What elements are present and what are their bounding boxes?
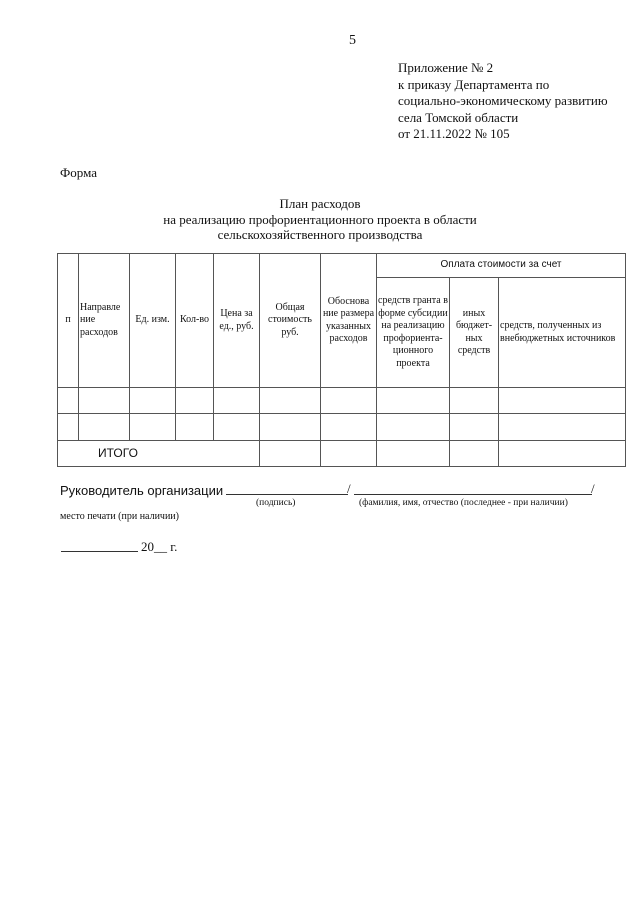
table-cell[interactable] bbox=[130, 414, 176, 441]
page-number: 5 bbox=[349, 33, 356, 48]
header-grant: средств гранта в форме субсидии на реализацию профориента-ционного проекта bbox=[377, 278, 450, 388]
signature-caption: (подпись) bbox=[256, 498, 296, 508]
table-cell[interactable] bbox=[79, 388, 130, 414]
header-unit: Ед. изм. bbox=[130, 254, 176, 388]
appendix-line: социально-экономическому развитию bbox=[398, 93, 608, 108]
slash-separator: / bbox=[347, 481, 351, 496]
total-cell[interactable] bbox=[260, 441, 321, 467]
total-row bbox=[58, 441, 626, 467]
table-cell[interactable] bbox=[499, 388, 626, 414]
header-num: п bbox=[58, 254, 79, 388]
appendix-block bbox=[398, 60, 608, 143]
total-cell[interactable] bbox=[450, 441, 499, 467]
table-cell[interactable] bbox=[450, 414, 499, 441]
header-qty: Кол-во bbox=[176, 254, 214, 388]
date-year-label: 20__ г. bbox=[141, 539, 178, 554]
appendix-line: Приложение № 2 bbox=[398, 60, 494, 75]
table-cell[interactable] bbox=[58, 414, 79, 441]
table-cell[interactable] bbox=[176, 388, 214, 414]
appendix-line: к приказу Департамента по bbox=[398, 76, 550, 92]
total-cell[interactable] bbox=[321, 441, 377, 467]
table-cell[interactable] bbox=[176, 414, 214, 441]
table-cell[interactable] bbox=[499, 414, 626, 441]
table-cell[interactable] bbox=[321, 414, 377, 441]
table-cell[interactable] bbox=[260, 414, 321, 441]
table-cell[interactable] bbox=[130, 388, 176, 414]
document-title bbox=[0, 196, 640, 243]
appendix-line: от 21.11.2022 № 105 bbox=[398, 126, 510, 141]
full-name-caption: (фамилия, имя, отчество (последнее - при наличии) bbox=[359, 498, 568, 508]
header-other-budget: иных бюджет-ных средств bbox=[450, 278, 499, 388]
total-cell[interactable] bbox=[499, 441, 626, 467]
date-line[interactable] bbox=[61, 551, 138, 552]
total-cell[interactable] bbox=[377, 441, 450, 467]
table-row bbox=[58, 388, 626, 414]
table-cell[interactable] bbox=[450, 388, 499, 414]
header-direction: Направле ние расходов bbox=[79, 254, 130, 388]
slash-separator: / bbox=[591, 481, 595, 496]
total-label: ИТОГО bbox=[58, 441, 260, 467]
table-cell[interactable] bbox=[58, 388, 79, 414]
table-cell[interactable] bbox=[260, 388, 321, 414]
title-line: План расходов bbox=[279, 196, 361, 211]
table-cell[interactable] bbox=[377, 414, 450, 441]
expense-plan-table bbox=[57, 253, 626, 467]
full-name-line[interactable] bbox=[354, 494, 592, 495]
table-row bbox=[58, 414, 626, 441]
title-line: сельскохозяйственного производства bbox=[217, 227, 423, 242]
title-line: на реализацию профориентационного проекта в области bbox=[163, 211, 477, 227]
header-price: Цена за ед., руб. bbox=[214, 254, 260, 388]
header-total-cost: Общая стоимость руб. bbox=[260, 254, 321, 388]
header-extra-budget: средств, полученных из внебюджетных источников bbox=[499, 278, 626, 388]
appendix-line: села Томской области bbox=[398, 109, 519, 125]
table-cell[interactable] bbox=[321, 388, 377, 414]
table-cell[interactable] bbox=[214, 388, 260, 414]
table-cell[interactable] bbox=[377, 388, 450, 414]
header-justification: Обоснова ние размера указанных расходов bbox=[321, 254, 377, 388]
form-label: Форма bbox=[60, 165, 97, 180]
header-row-1 bbox=[58, 254, 626, 278]
head-of-organization-label: Руководитель организации bbox=[60, 483, 224, 498]
table-cell[interactable] bbox=[214, 414, 260, 441]
table-cell[interactable] bbox=[79, 414, 130, 441]
stamp-place-label: место печати (при наличии) bbox=[60, 511, 179, 522]
signature-line[interactable] bbox=[226, 494, 348, 495]
header-payment-group: Оплата стоимости за счет bbox=[377, 254, 626, 278]
